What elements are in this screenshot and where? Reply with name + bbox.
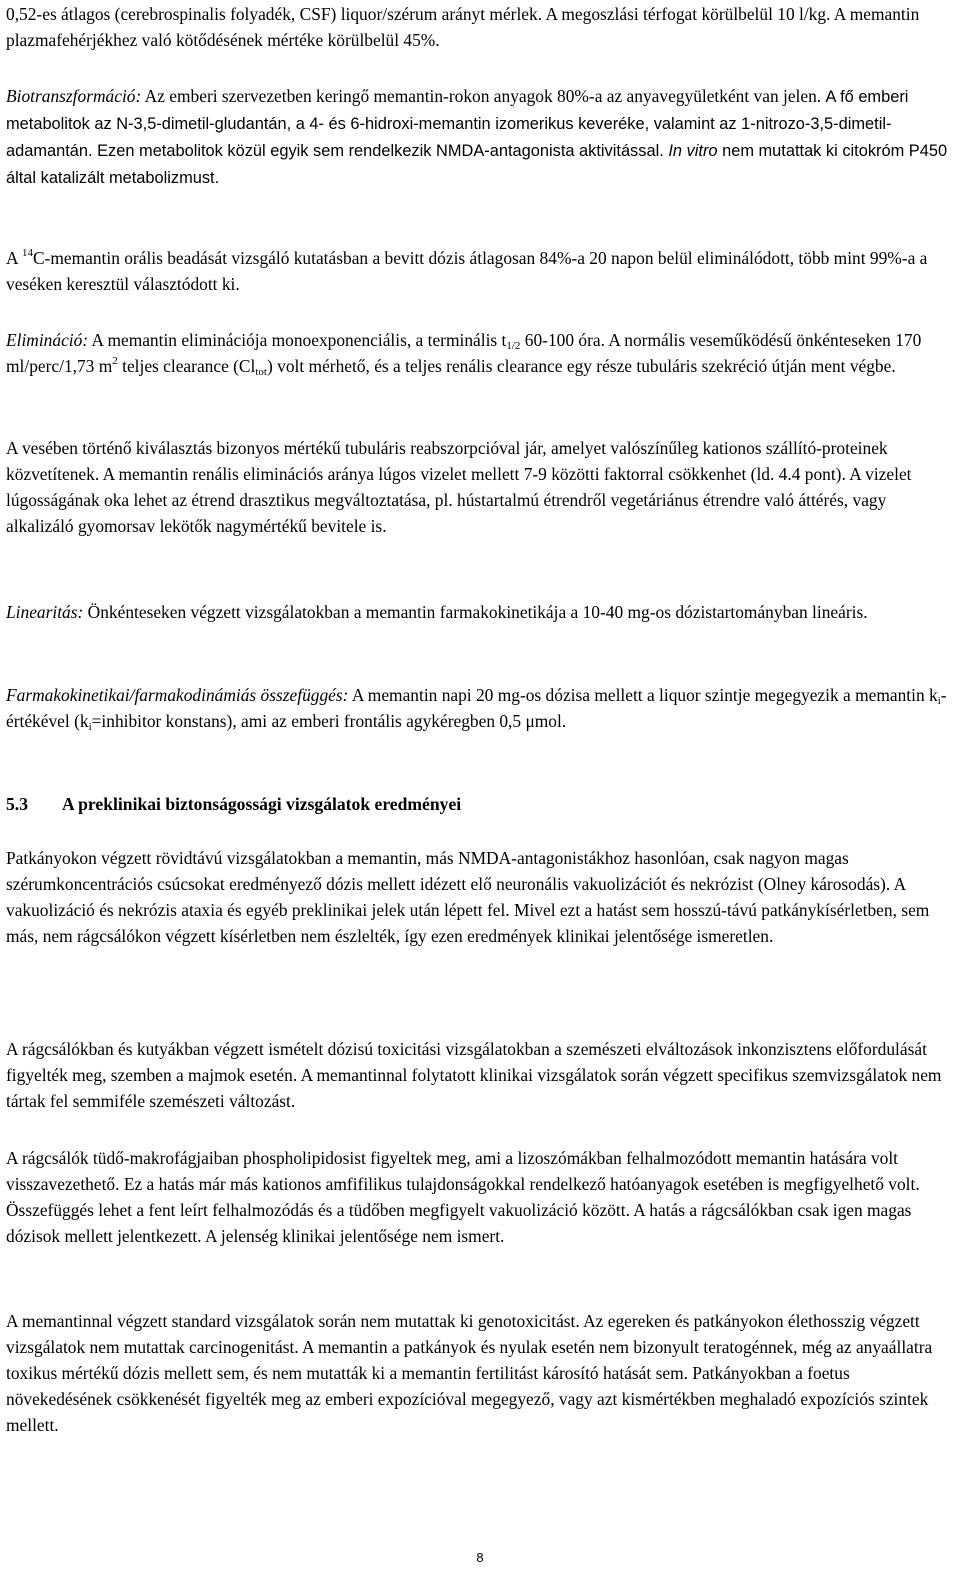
pk-pd-label: Farmakokinetikai/farmakodinámiás összefüggés: bbox=[6, 685, 349, 705]
renal-excretion-text: A vesében történő kiválasztás bizonyos mértékű tubuláris reabszorpcióval jár, amelyet valószínűleg kationos szállító-proteinek közvetítenek. A memantin renális eliminációs aránya lúgos vizelet mellett 7-9 közötti faktorral csökkenhet (ld. 4.4 pont). A vizelet lúgosságának oka lehet az étrend drasztikus megváltoztatása, pl. hústartalmú étrendről vegetáriánus étrendre való áttérés, vagy alkalizáló gyomorsav lekötők nagymértékű bevitele is. bbox=[6, 438, 912, 536]
elimination-text-c: teljes clearance (Cl bbox=[117, 356, 256, 376]
paragraph-elimination bbox=[6, 327, 954, 379]
biotransformation-label: Biotranszformáció: bbox=[6, 86, 142, 106]
ocular-text: A rágcsálókban és kutyákban végzett ismételt dózisú toxicitási vizsgálatokban a szemészeti elváltozások inkonzisztens előfordulását figyelték meg, szemben a majmok esetén. A memantinnal folytatott klinikai vizsgálatok során végzett specifikus szemvizsgálatok nem tártak fel semmiféle szemészeti változást. bbox=[6, 1039, 942, 1111]
ki-subscript-2: i bbox=[88, 721, 92, 733]
paragraph-distribution bbox=[6, 1, 954, 53]
genotoxicity-text: A memantinnal végzett standard vizsgálatok során nem mutattak ki genotoxicitást. Az egereken és patkányokon élethosszig végzett vizsgálatok nem mutattak carcinogenitást. A memantin a patkányok és nyulak esetén nem bizonyult teratogénnek, még az anyaállatra toxikus mértékű dózis mellett sem, és nem mutatták ki a memantin fertilitást károsító hatását sem. Patkányokban a foetus növekedésének csökkenését figyelték meg az emberi expozícióval megegyező, vagy azt kismértékben meghaladó expozíciós szintek mellett. bbox=[6, 1311, 933, 1435]
clearance-subscript: tot bbox=[255, 366, 267, 378]
paragraph-biotransformation bbox=[6, 83, 954, 191]
elimination-text-a: A memantin eliminációja monoexponenciális, a terminális t bbox=[88, 330, 507, 350]
ki-subscript-1: i bbox=[937, 695, 941, 707]
paragraph-phospholipidosis bbox=[6, 1145, 954, 1249]
section-heading bbox=[6, 791, 461, 817]
radiolabel-text-b: C-memantin orális beadását vizsgáló kutatásban a bevitt dózis átlagosan 84%-a 20 napon belül eliminálódott, több mint 99%-a a veséken keresztül választódott ki. bbox=[6, 248, 928, 294]
biotransformation-text-a: Az emberi szervezetben keringő memantin-rokon anyagok 80%-a az anyavegyületként van jelen. bbox=[141, 86, 826, 106]
paragraph-linearity bbox=[6, 599, 954, 625]
linearity-label: Linearitás: bbox=[6, 602, 84, 622]
half-life-subscript: 1/2 bbox=[506, 340, 521, 352]
radiolabel-text-a: A bbox=[6, 248, 22, 268]
elimination-label: Elimináció: bbox=[6, 330, 89, 350]
biotransformation-text-b: A fő emberi metabolitok az N-3,5-dimetil-gludantán, a 4- és 6-hidroxi-memantin izomerikus keveréke, valamint az 1-nitrozo-3,5-dimetil-adamantán. Ezen metabolitok közül egyik sem rendelkezik NMDA-antagonista aktivitással. bbox=[6, 88, 909, 160]
square-meter-superscript: 2 bbox=[112, 355, 118, 367]
pk-pd-text-c: =inhibitor konstans), ami az emberi frontális agykéregben 0,5 μmol. bbox=[91, 711, 567, 731]
pk-pd-text-a: A memantin napi 20 mg-os dózisa mellett a liquor szintje megegyezik a memantin k bbox=[348, 685, 938, 705]
paragraph-radiolabel-study bbox=[6, 245, 954, 297]
isotope-superscript: 14 bbox=[21, 247, 33, 259]
paragraph-ocular-findings bbox=[6, 1036, 954, 1114]
in-vitro-term: In vitro bbox=[668, 142, 718, 160]
distribution-text: 0,52-es átlagos (cerebrospinalis folyadék, CSF) liquor/szérum arányt mérlek. A megoszlási térfogat körülbelül 10 l/kg. A memantin plazmafehérjékhez való kötődésének mértéke körülbelül 45%. bbox=[6, 4, 920, 50]
elimination-text-b: 60-100 óra. A normális veseműködésű önkénteseken 170 ml/perc/1,73 m bbox=[6, 330, 922, 376]
paragraph-genotoxicity bbox=[6, 1308, 954, 1438]
paragraph-pk-pd bbox=[6, 682, 954, 734]
page-number: 8 bbox=[476, 1550, 484, 1565]
section-number: 5.3 bbox=[6, 794, 28, 814]
paragraph-neuronal-vacuolization bbox=[6, 845, 954, 949]
biotransformation-text-d: nem mutattak ki citokróm P450 által katalizált metabolizmust. bbox=[6, 142, 948, 187]
linearity-text: Önkénteseken végzett vizsgálatokban a memantin farmakokinetikája a 10-40 mg-os dózistartományban lineáris. bbox=[83, 602, 868, 622]
elimination-text-d: ) volt mérhető, és a teljes renális clearance egy része tubuláris szekréció útján ment végbe. bbox=[267, 356, 896, 376]
phospholipidosis-text: A rágcsálók tüdő-makrofágjaiban phospholipidosist figyeltek meg, ami a lizoszómákban felhalmozódott memantin hatására volt visszavezethető. Ez a hatás már más kationos amfifilikus tulajdonságokkal rendelkező hatóanyagok esetében is megfigyelhető volt. Összefüggés lehet a fent leírt felhalmozódás és a tüdőben megfigyelt vakuolizáció között. A hatás a rágcsálókban csak igen magas dózisok mellett jelentkezett. A jelenség klinikai jelentősége nem ismert. bbox=[6, 1148, 920, 1246]
vacuolization-text: Patkányokon végzett rövidtávú vizsgálatokban a memantin, más NMDA-antagonistákhoz hasonlóan, csak nagyon magas szérumkoncentrációs csúcsokat eredményező dózis mellett idézett elő neuronális vakuolizációt és nekrózist (Olney károsodás). A vakuolizáció és nekrózis ataxia és egyéb preklinikai jelek után lépett fel. Mivel ezt a hatást sem hosszú-távú patkánykísérletben, sem más, nem rágcsálókon végzett kísérletben nem észlelték, így ezen eredmények klinikai jelentősége ismeretlen. bbox=[6, 848, 930, 946]
paragraph-renal-excretion bbox=[6, 435, 954, 539]
section-title: A preklinikai biztonságossági vizsgálatok eredményei bbox=[62, 794, 462, 814]
pk-pd-text-b: -értékével (k bbox=[6, 685, 947, 731]
